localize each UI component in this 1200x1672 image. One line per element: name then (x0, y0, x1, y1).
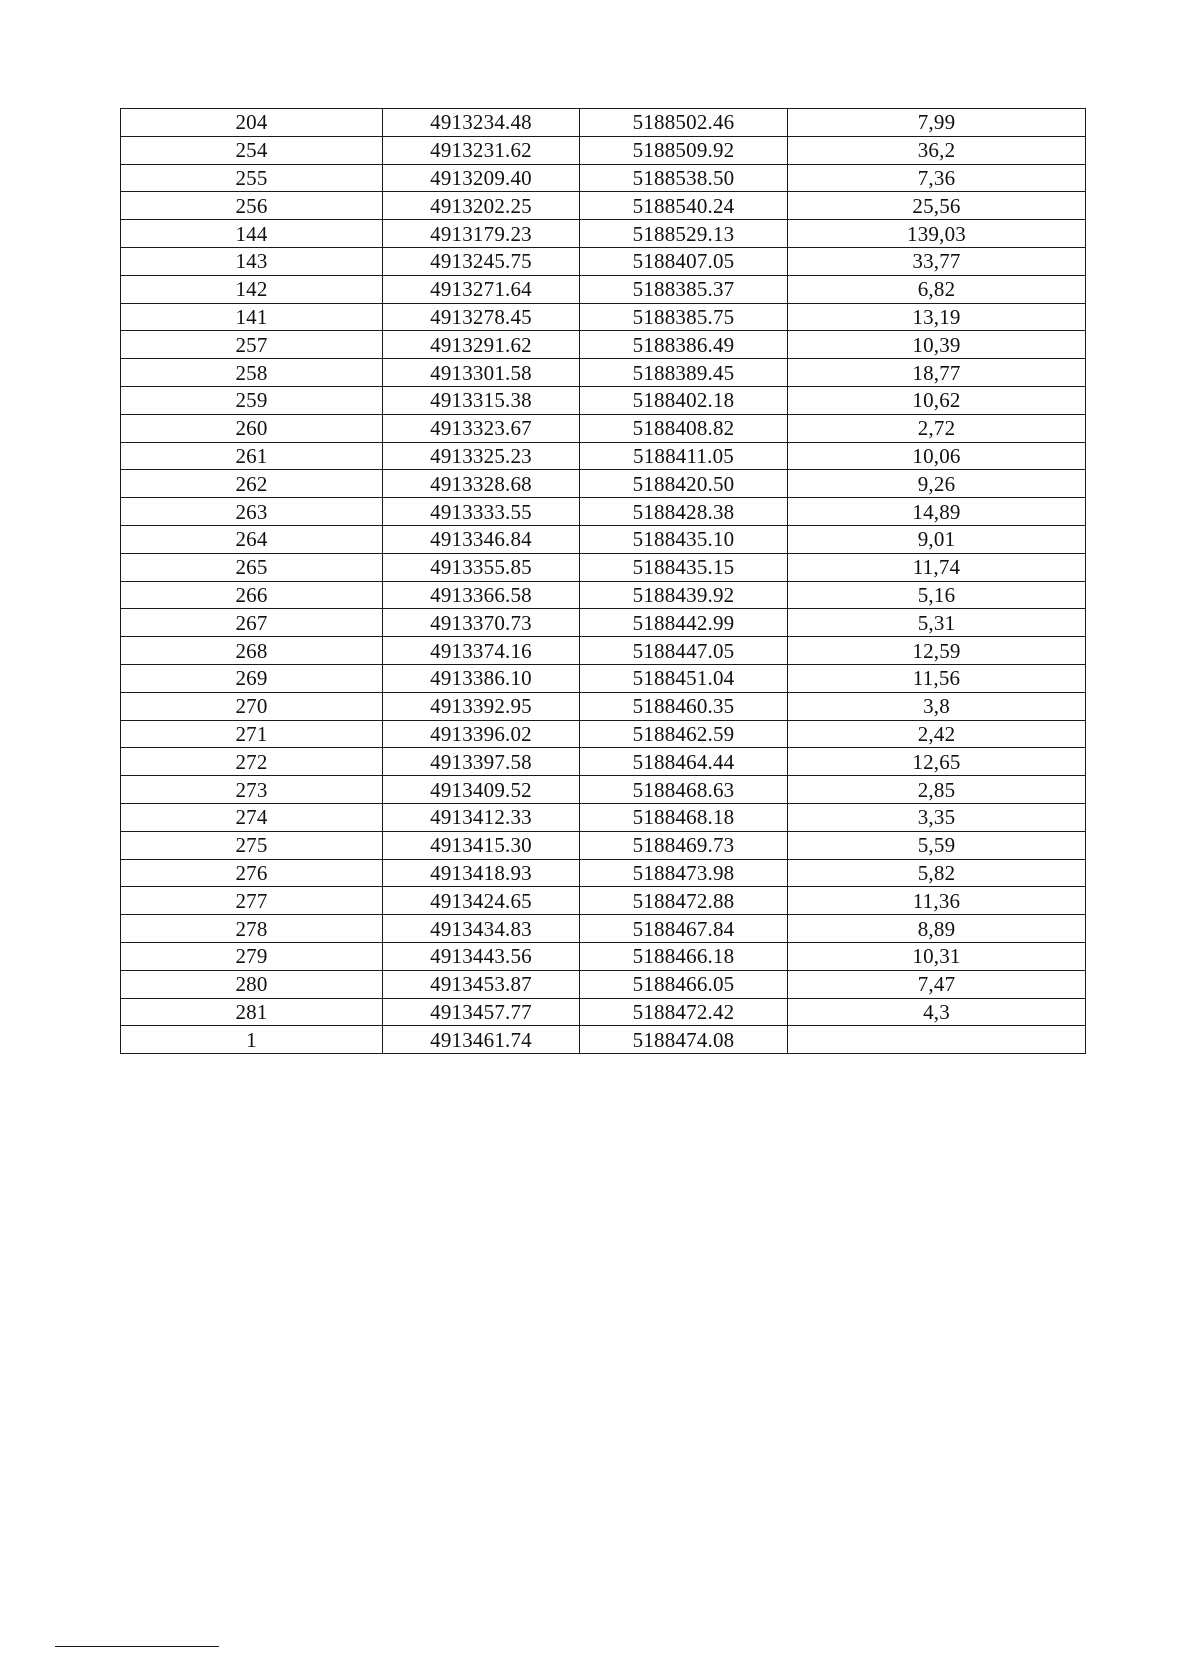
footnote-separator-line (55, 1646, 219, 1647)
coordinates-table (120, 108, 1086, 1054)
point-number-cell: 281 (121, 998, 383, 1026)
point-number-cell: 144 (121, 220, 383, 248)
y-coordinate-cell: 5188402.18 (580, 386, 788, 414)
point-number-cell: 265 (121, 553, 383, 581)
x-coordinate-cell: 4913328.68 (383, 470, 580, 498)
point-number-cell: 261 (121, 442, 383, 470)
y-coordinate-cell: 5188472.42 (580, 998, 788, 1026)
point-number-cell: 257 (121, 331, 383, 359)
distance-cell: 4,3 (788, 998, 1086, 1026)
y-coordinate-cell: 5188469.73 (580, 831, 788, 859)
point-number-cell: 262 (121, 470, 383, 498)
distance-cell: 5,59 (788, 831, 1086, 859)
x-coordinate-cell: 4913323.67 (383, 414, 580, 442)
y-coordinate-cell: 5188468.63 (580, 776, 788, 804)
distance-cell: 3,8 (788, 692, 1086, 720)
distance-cell: 5,82 (788, 859, 1086, 887)
distance-cell: 2,85 (788, 776, 1086, 804)
point-number-cell: 1 (121, 1026, 383, 1054)
distance-cell: 25,56 (788, 192, 1086, 220)
y-coordinate-cell: 5188474.08 (580, 1026, 788, 1054)
distance-cell: 3,35 (788, 803, 1086, 831)
point-number-cell: 267 (121, 609, 383, 637)
x-coordinate-cell: 4913346.84 (383, 525, 580, 553)
x-coordinate-cell: 4913386.10 (383, 664, 580, 692)
table-row (121, 720, 1086, 748)
point-number-cell: 278 (121, 915, 383, 943)
distance-cell: 6,82 (788, 275, 1086, 303)
distance-cell: 9,01 (788, 525, 1086, 553)
point-number-cell: 259 (121, 386, 383, 414)
table-row (121, 247, 1086, 275)
x-coordinate-cell: 4913271.64 (383, 275, 580, 303)
point-number-cell: 268 (121, 637, 383, 665)
x-coordinate-cell: 4913453.87 (383, 970, 580, 998)
table-row (121, 414, 1086, 442)
x-coordinate-cell: 4913355.85 (383, 553, 580, 581)
table-row (121, 192, 1086, 220)
table-row (121, 136, 1086, 164)
point-number-cell: 141 (121, 303, 383, 331)
table-row (121, 998, 1086, 1026)
table-row (121, 776, 1086, 804)
y-coordinate-cell: 5188468.18 (580, 803, 788, 831)
table-row (121, 915, 1086, 943)
x-coordinate-cell: 4913366.58 (383, 581, 580, 609)
y-coordinate-cell: 5188447.05 (580, 637, 788, 665)
table-row (121, 1026, 1086, 1054)
distance-cell: 2,72 (788, 414, 1086, 442)
x-coordinate-cell: 4913231.62 (383, 136, 580, 164)
point-number-cell: 270 (121, 692, 383, 720)
x-coordinate-cell: 4913278.45 (383, 303, 580, 331)
x-coordinate-cell: 4913409.52 (383, 776, 580, 804)
y-coordinate-cell: 5188460.35 (580, 692, 788, 720)
point-number-cell: 143 (121, 247, 383, 275)
x-coordinate-cell: 4913396.02 (383, 720, 580, 748)
x-coordinate-cell: 4913202.25 (383, 192, 580, 220)
y-coordinate-cell: 5188538.50 (580, 164, 788, 192)
point-number-cell: 274 (121, 803, 383, 831)
y-coordinate-cell: 5188385.37 (580, 275, 788, 303)
distance-cell: 18,77 (788, 359, 1086, 387)
point-number-cell: 264 (121, 525, 383, 553)
distance-cell: 10,06 (788, 442, 1086, 470)
point-number-cell: 276 (121, 859, 383, 887)
x-coordinate-cell: 4913415.30 (383, 831, 580, 859)
table-row (121, 109, 1086, 137)
y-coordinate-cell: 5188467.84 (580, 915, 788, 943)
x-coordinate-cell: 4913434.83 (383, 915, 580, 943)
distance-cell: 10,39 (788, 331, 1086, 359)
y-coordinate-cell: 5188420.50 (580, 470, 788, 498)
x-coordinate-cell: 4913370.73 (383, 609, 580, 637)
point-number-cell: 260 (121, 414, 383, 442)
distance-cell: 33,77 (788, 247, 1086, 275)
distance-cell: 2,42 (788, 720, 1086, 748)
x-coordinate-cell: 4913315.38 (383, 386, 580, 414)
distance-cell: 11,74 (788, 553, 1086, 581)
x-coordinate-cell: 4913457.77 (383, 998, 580, 1026)
x-coordinate-cell: 4913291.62 (383, 331, 580, 359)
table-row (121, 359, 1086, 387)
table-row (121, 803, 1086, 831)
x-coordinate-cell: 4913397.58 (383, 748, 580, 776)
y-coordinate-cell: 5188411.05 (580, 442, 788, 470)
y-coordinate-cell: 5188435.10 (580, 525, 788, 553)
table-row (121, 553, 1086, 581)
point-number-cell: 263 (121, 498, 383, 526)
table-row (121, 748, 1086, 776)
y-coordinate-cell: 5188466.05 (580, 970, 788, 998)
point-number-cell: 204 (121, 109, 383, 137)
x-coordinate-cell: 4913209.40 (383, 164, 580, 192)
distance-cell: 11,36 (788, 887, 1086, 915)
table-row (121, 525, 1086, 553)
distance-cell: 7,47 (788, 970, 1086, 998)
distance-cell (788, 1026, 1086, 1054)
coordinates-table-body (121, 109, 1086, 1054)
x-coordinate-cell: 4913333.55 (383, 498, 580, 526)
x-coordinate-cell: 4913245.75 (383, 247, 580, 275)
distance-cell: 36,2 (788, 136, 1086, 164)
y-coordinate-cell: 5188408.82 (580, 414, 788, 442)
distance-cell: 12,65 (788, 748, 1086, 776)
distance-cell: 10,31 (788, 942, 1086, 970)
point-number-cell: 256 (121, 192, 383, 220)
table-row (121, 442, 1086, 470)
y-coordinate-cell: 5188386.49 (580, 331, 788, 359)
y-coordinate-cell: 5188464.44 (580, 748, 788, 776)
distance-cell: 10,62 (788, 386, 1086, 414)
y-coordinate-cell: 5188435.15 (580, 553, 788, 581)
table-row (121, 942, 1086, 970)
distance-cell: 13,19 (788, 303, 1086, 331)
point-number-cell: 258 (121, 359, 383, 387)
table-row (121, 303, 1086, 331)
table-row (121, 859, 1086, 887)
point-number-cell: 279 (121, 942, 383, 970)
y-coordinate-cell: 5188428.38 (580, 498, 788, 526)
table-row (121, 609, 1086, 637)
table-row (121, 637, 1086, 665)
point-number-cell: 272 (121, 748, 383, 776)
table-row (121, 470, 1086, 498)
x-coordinate-cell: 4913179.23 (383, 220, 580, 248)
point-number-cell: 266 (121, 581, 383, 609)
point-number-cell: 277 (121, 887, 383, 915)
table-row (121, 831, 1086, 859)
distance-cell: 7,36 (788, 164, 1086, 192)
point-number-cell: 142 (121, 275, 383, 303)
y-coordinate-cell: 5188540.24 (580, 192, 788, 220)
distance-cell: 11,56 (788, 664, 1086, 692)
x-coordinate-cell: 4913461.74 (383, 1026, 580, 1054)
distance-cell: 12,59 (788, 637, 1086, 665)
table-row (121, 220, 1086, 248)
table-row (121, 331, 1086, 359)
distance-cell: 8,89 (788, 915, 1086, 943)
x-coordinate-cell: 4913392.95 (383, 692, 580, 720)
y-coordinate-cell: 5188407.05 (580, 247, 788, 275)
y-coordinate-cell: 5188509.92 (580, 136, 788, 164)
table-row (121, 581, 1086, 609)
point-number-cell: 255 (121, 164, 383, 192)
x-coordinate-cell: 4913234.48 (383, 109, 580, 137)
table-row (121, 275, 1086, 303)
x-coordinate-cell: 4913443.56 (383, 942, 580, 970)
y-coordinate-cell: 5188462.59 (580, 720, 788, 748)
table-row (121, 692, 1086, 720)
x-coordinate-cell: 4913325.23 (383, 442, 580, 470)
distance-cell: 9,26 (788, 470, 1086, 498)
y-coordinate-cell: 5188439.92 (580, 581, 788, 609)
distance-cell: 14,89 (788, 498, 1086, 526)
y-coordinate-cell: 5188529.13 (580, 220, 788, 248)
x-coordinate-cell: 4913424.65 (383, 887, 580, 915)
y-coordinate-cell: 5188385.75 (580, 303, 788, 331)
point-number-cell: 275 (121, 831, 383, 859)
y-coordinate-cell: 5188389.45 (580, 359, 788, 387)
table-row (121, 498, 1086, 526)
point-number-cell: 273 (121, 776, 383, 804)
distance-cell: 7,99 (788, 109, 1086, 137)
x-coordinate-cell: 4913418.93 (383, 859, 580, 887)
table-row (121, 164, 1086, 192)
y-coordinate-cell: 5188472.88 (580, 887, 788, 915)
distance-cell: 5,16 (788, 581, 1086, 609)
table-row (121, 664, 1086, 692)
point-number-cell: 280 (121, 970, 383, 998)
distance-cell: 139,03 (788, 220, 1086, 248)
table-row (121, 970, 1086, 998)
y-coordinate-cell: 5188442.99 (580, 609, 788, 637)
table-row (121, 386, 1086, 414)
y-coordinate-cell: 5188473.98 (580, 859, 788, 887)
y-coordinate-cell: 5188466.18 (580, 942, 788, 970)
y-coordinate-cell: 5188451.04 (580, 664, 788, 692)
x-coordinate-cell: 4913301.58 (383, 359, 580, 387)
x-coordinate-cell: 4913374.16 (383, 637, 580, 665)
point-number-cell: 254 (121, 136, 383, 164)
point-number-cell: 269 (121, 664, 383, 692)
table-row (121, 887, 1086, 915)
point-number-cell: 271 (121, 720, 383, 748)
y-coordinate-cell: 5188502.46 (580, 109, 788, 137)
x-coordinate-cell: 4913412.33 (383, 803, 580, 831)
distance-cell: 5,31 (788, 609, 1086, 637)
